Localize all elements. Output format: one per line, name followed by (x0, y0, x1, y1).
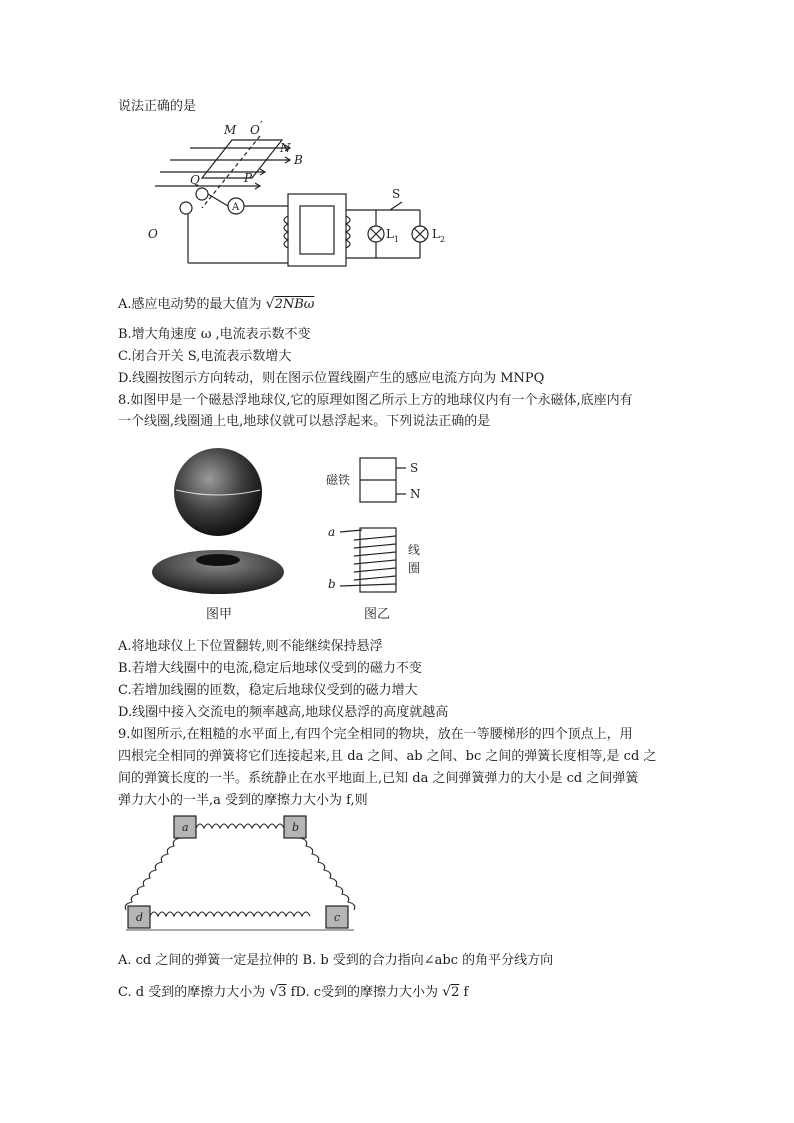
q9-options-cd: C. d 受到的摩擦力大小为 √3 fD. c受到的摩擦力大小为 √2 f (118, 984, 469, 1000)
spring-bc (300, 838, 355, 910)
label-O-prime-mark: ′ (260, 119, 263, 133)
label-coil-2: 圈 (408, 561, 421, 575)
q9-stem-line1: 9.如图所示,在粗糙的水平面上,有四个完全相同的物块，放在一等腰梯形的四个顶点上，用 (118, 727, 633, 742)
maglev-globe-figure (150, 446, 440, 624)
q7-option-b: B.增大角速度 ω ,电流表示数不变 (118, 327, 311, 342)
label-S: S (392, 187, 401, 201)
spring-cd (150, 912, 310, 916)
label-B: B (294, 153, 303, 167)
q7-option-c: C.闭合开关 S,电流表示数增大 (118, 349, 292, 364)
intro-text: 说法正确的是 (118, 99, 197, 114)
label-a: a (182, 821, 189, 834)
generator-circuit-figure (140, 118, 460, 278)
label-N: N (280, 141, 291, 155)
coil-windings (340, 530, 396, 586)
label-P: P (244, 171, 253, 185)
q9-stem-line2: 四根完全相同的弹簧将它们连接起来,且 da 之间、ab 之间、bc 之间的弹簧长度相等,是 cd 之 (118, 749, 657, 764)
slip-ring (196, 188, 208, 200)
q8-stem-line2: 一个线圈,线圈通上电,地球仪就可以悬浮起来。下列说法正确的是 (118, 414, 491, 429)
label-A: A (232, 202, 240, 213)
q8-option-a: A.将地球仪上下位置翻转,则不能继续保持悬浮 (118, 639, 383, 654)
label-L1: L (386, 227, 394, 241)
label-c: c (334, 911, 341, 924)
q8-stem-line1: 8.如图甲是一个磁悬浮地球仪,它的原理如图乙所示上方的地球仪内有一个永磁体,底座内有 (118, 393, 633, 408)
label-M: M (224, 123, 237, 137)
label-d: d (136, 911, 144, 924)
label-b-terminal: b (328, 577, 336, 591)
transformer-core (288, 194, 346, 266)
label-magnet: 磁铁 (326, 473, 351, 487)
spring-ab (196, 824, 284, 828)
label-b: b (292, 821, 300, 834)
spring-trapezoid-figure (118, 812, 358, 938)
label-L2-sub: 2 (440, 235, 446, 244)
q9-options-ab: A. cd 之间的弹簧一定是拉伸的 B. b 受到的合力指向∠abc 的角平分线方向 (118, 953, 554, 968)
spring-da (125, 838, 180, 910)
caption-jia: 图甲 (206, 607, 233, 622)
label-L1-sub: 1 (394, 235, 400, 244)
slip-ring (180, 202, 192, 214)
q8-option-c: C.若增加线圈的匝数，稳定后地球仪受到的磁力增大 (118, 683, 418, 698)
q9-stem-line3: 间的弹簧长度的一半。系统静止在水平地面上,已知 da 之间弹簧弹力的大小是 cd 之间弹簧 (118, 771, 639, 786)
label-O-prime: O (250, 123, 260, 137)
label-O: O (148, 227, 158, 241)
switch-S (390, 202, 402, 210)
label-coil-1: 线 (408, 543, 421, 557)
label-L2: L (432, 227, 440, 241)
q7-option-d: D.线圈按图示方向转动，则在图示位置线圈产生的感应电流方向为 MNPQ (118, 371, 545, 386)
caption-yi: 图乙 (364, 607, 391, 622)
q8-option-d: D.线圈中接入交流电的频率越高,地球仪悬浮的高度就越高 (118, 705, 449, 720)
label-a-terminal: a (328, 525, 336, 539)
q9-stem-line4: 弹力大小的一半,a 受到的摩擦力大小为 f,则 (118, 793, 368, 808)
q7-option-a-expr: 2NBω (274, 297, 315, 312)
label-N-pole: N (410, 487, 421, 501)
label-Q: Q (190, 173, 200, 187)
q8-option-b: B.若增大线圈中的电流,稳定后地球仪受到的磁力不变 (118, 661, 422, 676)
label-S-pole: S (410, 461, 419, 475)
q7-option-a: A.感应电动势的最大值为 √2NBω (118, 296, 315, 312)
